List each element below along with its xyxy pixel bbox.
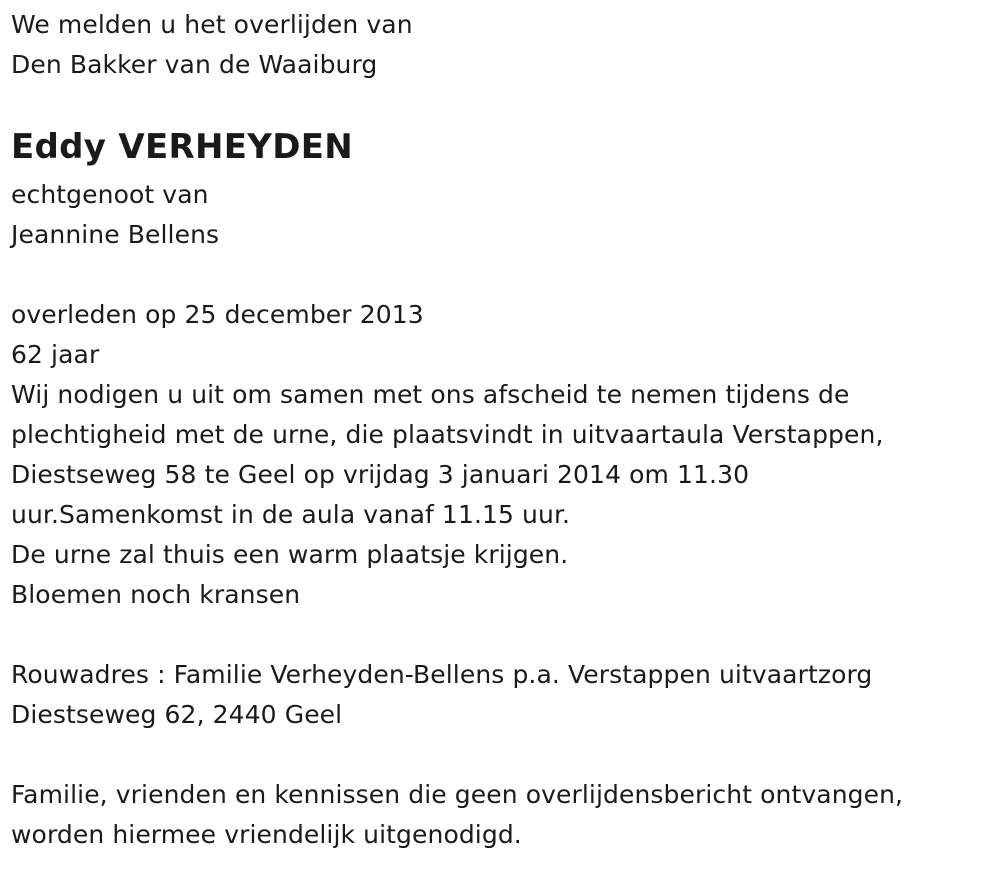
relation-line-1: echtgenoot van (11, 180, 209, 209)
deceased-name: Eddy VERHEYDEN (11, 127, 354, 167)
invitation-line: uur.Samenkomst in de aula vanaf 11.15 uur. (11, 500, 571, 529)
relation-line-2: Jeannine Bellens (11, 220, 220, 249)
mourning-address-line-2: Diestseweg 62, 2440 Geel (11, 700, 343, 729)
age: 62 jaar (11, 340, 100, 369)
death-notice (11, 5, 991, 855)
invitation-line: De urne zal thuis een warm plaatsje krijgen. (11, 540, 569, 569)
intro-line-2: Den Bakker van de Waaiburg (11, 50, 378, 79)
invitation-line: Bloemen noch kransen (11, 580, 301, 609)
closing-line-1: Familie, vrienden en kennissen die geen overlijdensbericht ontvangen, (11, 780, 904, 809)
invitation-line: Wij nodigen u uit om samen met ons afscheid te nemen tijdens de (11, 380, 850, 409)
invitation-line: Diestseweg 58 te Geel op vrijdag 3 januari 2014 om 11.30 (11, 460, 750, 489)
spacer (11, 255, 991, 295)
intro-line-1: We melden u het overlijden van (11, 10, 413, 39)
closing-line-2: worden hiermee vriendelijk uitgenodigd. (11, 820, 522, 849)
spacer (11, 735, 991, 775)
death-date: overleden op 25 december 2013 (11, 300, 424, 329)
mourning-address-line-1: Rouwadres : Familie Verheyden-Bellens p.a. Verstappen uitvaartzorg (11, 660, 873, 689)
invitation-line: plechtigheid met de urne, die plaatsvindt in uitvaartaula Verstappen, (11, 420, 884, 449)
spacer (11, 615, 991, 655)
